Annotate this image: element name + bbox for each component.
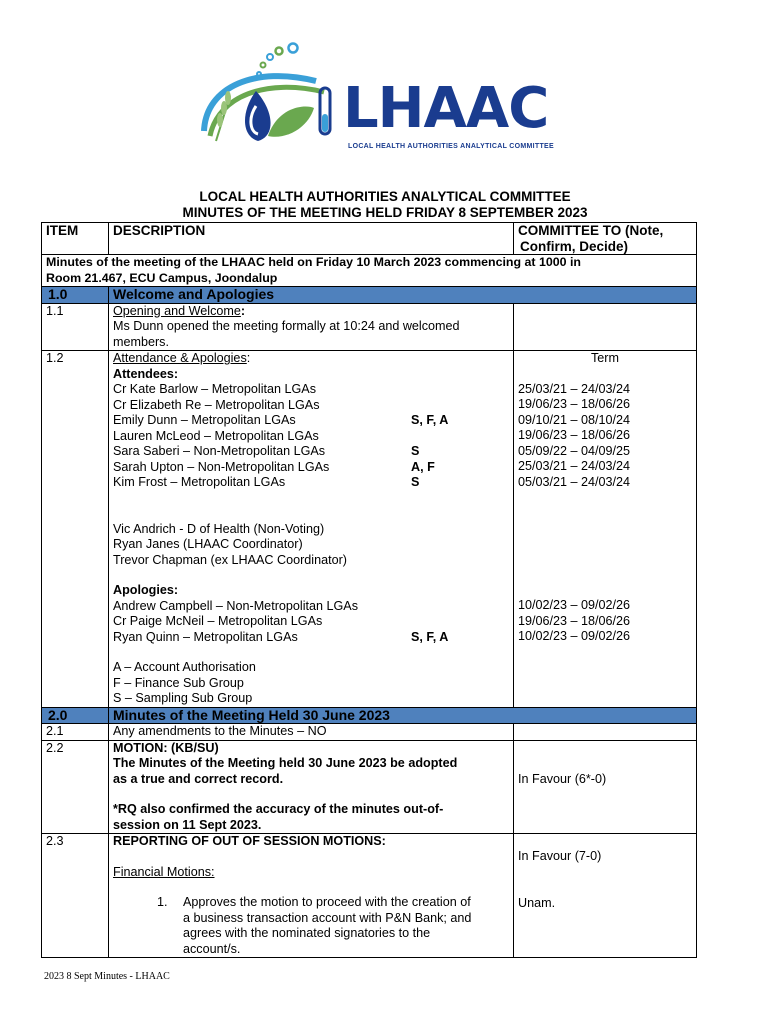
- item-text: members.: [113, 334, 169, 349]
- attendee-name: Kim Frost – Metropolitan LGAs: [113, 475, 286, 489]
- apology-name: Andrew Campbell – Non-Metropolitan LGAs: [113, 598, 358, 613]
- other-attendee: Trevor Chapman (ex LHAAC Coordinator): [113, 552, 348, 567]
- section-title: Minutes of the Meeting Held 30 June 2023: [109, 707, 697, 724]
- committee-cell: [514, 303, 697, 351]
- attendee-roles: S: [411, 475, 420, 489]
- wheat-icon: [217, 113, 223, 127]
- term-value: 05/03/21 – 24/03/24: [518, 474, 631, 489]
- committee-cell: [514, 351, 697, 708]
- apology-name: Cr Paige McNeil – Metropolitan LGAs: [113, 614, 323, 628]
- section-row: [42, 707, 697, 724]
- motion-text: The Minutes of the Meeting held 30 June 2023 be adopted: [113, 756, 458, 770]
- attendee-roles: A, F: [411, 459, 435, 474]
- vote-result: In Favour (6*-0): [518, 771, 607, 786]
- item-title-punct: :: [240, 303, 246, 318]
- item-description: [109, 351, 514, 708]
- motion-item-text: [183, 895, 471, 957]
- apology-name: Ryan Quinn – Metropolitan LGAs: [113, 629, 298, 644]
- wheat-icon: [225, 91, 231, 105]
- bubble-icon: [289, 44, 298, 53]
- attendee-row: [113, 475, 509, 491]
- apology-row: [113, 599, 509, 615]
- document-title: LOCAL HEALTH AUTHORITIES ANALYTICAL COMMITTEE: [199, 189, 571, 204]
- table-row: [42, 724, 697, 741]
- committee-header-line: COMMITTEE TO (Note,: [518, 223, 664, 238]
- minutes-table: [41, 222, 697, 958]
- attendee-row: [113, 398, 509, 414]
- description-header: DESCRIPTION: [109, 223, 514, 255]
- vote-result: In Favour (7-0): [518, 849, 602, 863]
- term-value: 05/09/22 – 04/09/25: [518, 443, 631, 458]
- committee-header-line: Confirm, Decide): [520, 238, 629, 254]
- logo-wordmark: LHAAC: [343, 76, 549, 141]
- apology-roles: S, F, A: [411, 629, 449, 644]
- committee-header: [514, 223, 697, 255]
- table-row: [42, 351, 697, 708]
- motion-label: MOTION: (KB/SU): [113, 740, 219, 755]
- item-number: 1.1: [42, 303, 109, 351]
- intro-row: [42, 255, 697, 287]
- section-number: 1.0: [42, 287, 109, 304]
- section-title: Welcome and Apologies: [109, 287, 697, 304]
- attendee-row: [113, 429, 509, 445]
- motion-item-line: Approves the motion to proceed with the creation of: [183, 895, 471, 909]
- term-value: 25/03/21 – 24/03/24: [518, 381, 631, 396]
- attendee-name: Sara Saberi – Non-Metropolitan LGAs: [113, 444, 326, 458]
- motion-item: [113, 895, 509, 957]
- committee-cell: [514, 724, 697, 741]
- other-attendee: Ryan Janes (LHAAC Coordinator): [113, 537, 303, 551]
- table-row: [42, 303, 697, 351]
- attendee-roles: S: [411, 444, 420, 458]
- committee-cell: [514, 834, 697, 958]
- intro-line: Minutes of the meeting of the LHAAC held on Friday 10 March 2023 commencing at 1000 in: [46, 255, 581, 269]
- test-tube-icon: [322, 114, 328, 132]
- attendee-name: Sarah Upton – Non-Metropolitan LGAs: [113, 459, 330, 474]
- intro-text: [42, 255, 697, 287]
- term-value: 25/03/21 – 24/03/24: [518, 459, 631, 473]
- vote-result: Unam.: [518, 895, 556, 910]
- motion-item-line: account/s.: [183, 941, 241, 956]
- attendee-name: Emily Dunn – Metropolitan LGAs: [113, 413, 296, 427]
- apology-row: [113, 630, 509, 646]
- attendee-name: Lauren McLeod – Metropolitan LGAs: [113, 428, 319, 443]
- item-title: Opening and Welcome: [113, 303, 241, 318]
- motions-heading: REPORTING OF OUT OF SESSION MOTIONS:: [113, 834, 386, 848]
- bubble-icon: [276, 48, 283, 55]
- term-value: 10/02/23 – 09/02/26: [518, 629, 631, 643]
- table-row: [42, 834, 697, 958]
- attendee-list: [113, 382, 509, 491]
- item-number: 2.2: [42, 740, 109, 834]
- committee-cell: [514, 740, 697, 834]
- motion-note: session on 11 Sept 2023.: [113, 817, 262, 832]
- attendee-row: [113, 382, 509, 398]
- attendee-row: [113, 413, 509, 429]
- attendee-row: [113, 444, 509, 460]
- term-value: 19/06/23 – 18/06/26: [518, 428, 631, 442]
- term-value: 19/06/23 – 18/06/26: [518, 613, 631, 628]
- other-attendee: Vic Andrich - D of Health (Non-Voting): [113, 521, 325, 536]
- term-value: 19/06/23 – 18/06/26: [518, 397, 631, 411]
- term-value: 10/02/23 – 09/02/26: [518, 598, 631, 612]
- term-label: Term: [591, 351, 619, 365]
- motion-item-number: 1.: [157, 895, 168, 909]
- motions-subheading: Financial Motions:: [113, 864, 215, 879]
- item-number: 1.2: [42, 351, 109, 708]
- item-header: ITEM: [42, 223, 109, 255]
- item-title-punct: :: [246, 351, 251, 365]
- item-number: 2.1: [42, 724, 109, 741]
- apology-row: [113, 614, 509, 630]
- legend-item: F – Finance Sub Group: [113, 675, 244, 690]
- item-title: Attendance & Apologies: [113, 351, 247, 365]
- leaf-icon: [268, 106, 314, 136]
- section-row: [42, 287, 697, 304]
- lhaac-logo: [196, 36, 576, 161]
- bubble-icon: [261, 63, 266, 68]
- logo-tagline: LOCAL HEALTH AUTHORITIES ANALYTICAL COMMITTEE: [348, 143, 554, 150]
- apologies-label: Apologies:: [113, 583, 179, 597]
- motion-text: as a true and correct record.: [113, 771, 284, 786]
- legend-item: A – Account Authorisation: [113, 660, 256, 674]
- item-number: 2.3: [42, 834, 109, 958]
- attendee-roles: S, F, A: [411, 413, 449, 427]
- motion-note: *RQ also confirmed the accuracy of the minutes out-of-: [113, 802, 444, 816]
- legend-item: S – Sampling Sub Group: [113, 691, 253, 705]
- page-footer: 2023 8 Sept Minutes - LHAAC: [44, 971, 170, 982]
- section-number: 2.0: [42, 707, 109, 724]
- bubble-icon: [267, 54, 273, 60]
- document-subtitle: MINUTES OF THE MEETING HELD FRIDAY 8 SEPTEMBER 2023: [182, 205, 588, 220]
- term-value: 09/10/21 – 08/10/24: [518, 412, 631, 427]
- item-description: [109, 740, 514, 834]
- intro-line: Room 21.467, ECU Campus, Joondalup: [46, 270, 278, 285]
- item-description: Any amendments to the Minutes – NO: [109, 724, 514, 741]
- item-text: Ms Dunn opened the meeting formally at 10:24 and welcomed: [113, 319, 460, 333]
- attendees-label: Attendees:: [113, 366, 179, 381]
- motion-item-line: a business transaction account with P&N Bank; and: [183, 910, 472, 925]
- item-description: [109, 303, 514, 351]
- attendee-row: [113, 460, 509, 476]
- table-row: [42, 740, 697, 834]
- item-description: [109, 834, 514, 958]
- motion-item-line: agrees with the nominated signatories to the: [183, 926, 431, 940]
- table-header-row: [42, 223, 697, 255]
- attendee-name: Cr Kate Barlow – Metropolitan LGAs: [113, 382, 316, 396]
- attendee-name: Cr Elizabeth Re – Metropolitan LGAs: [113, 397, 320, 412]
